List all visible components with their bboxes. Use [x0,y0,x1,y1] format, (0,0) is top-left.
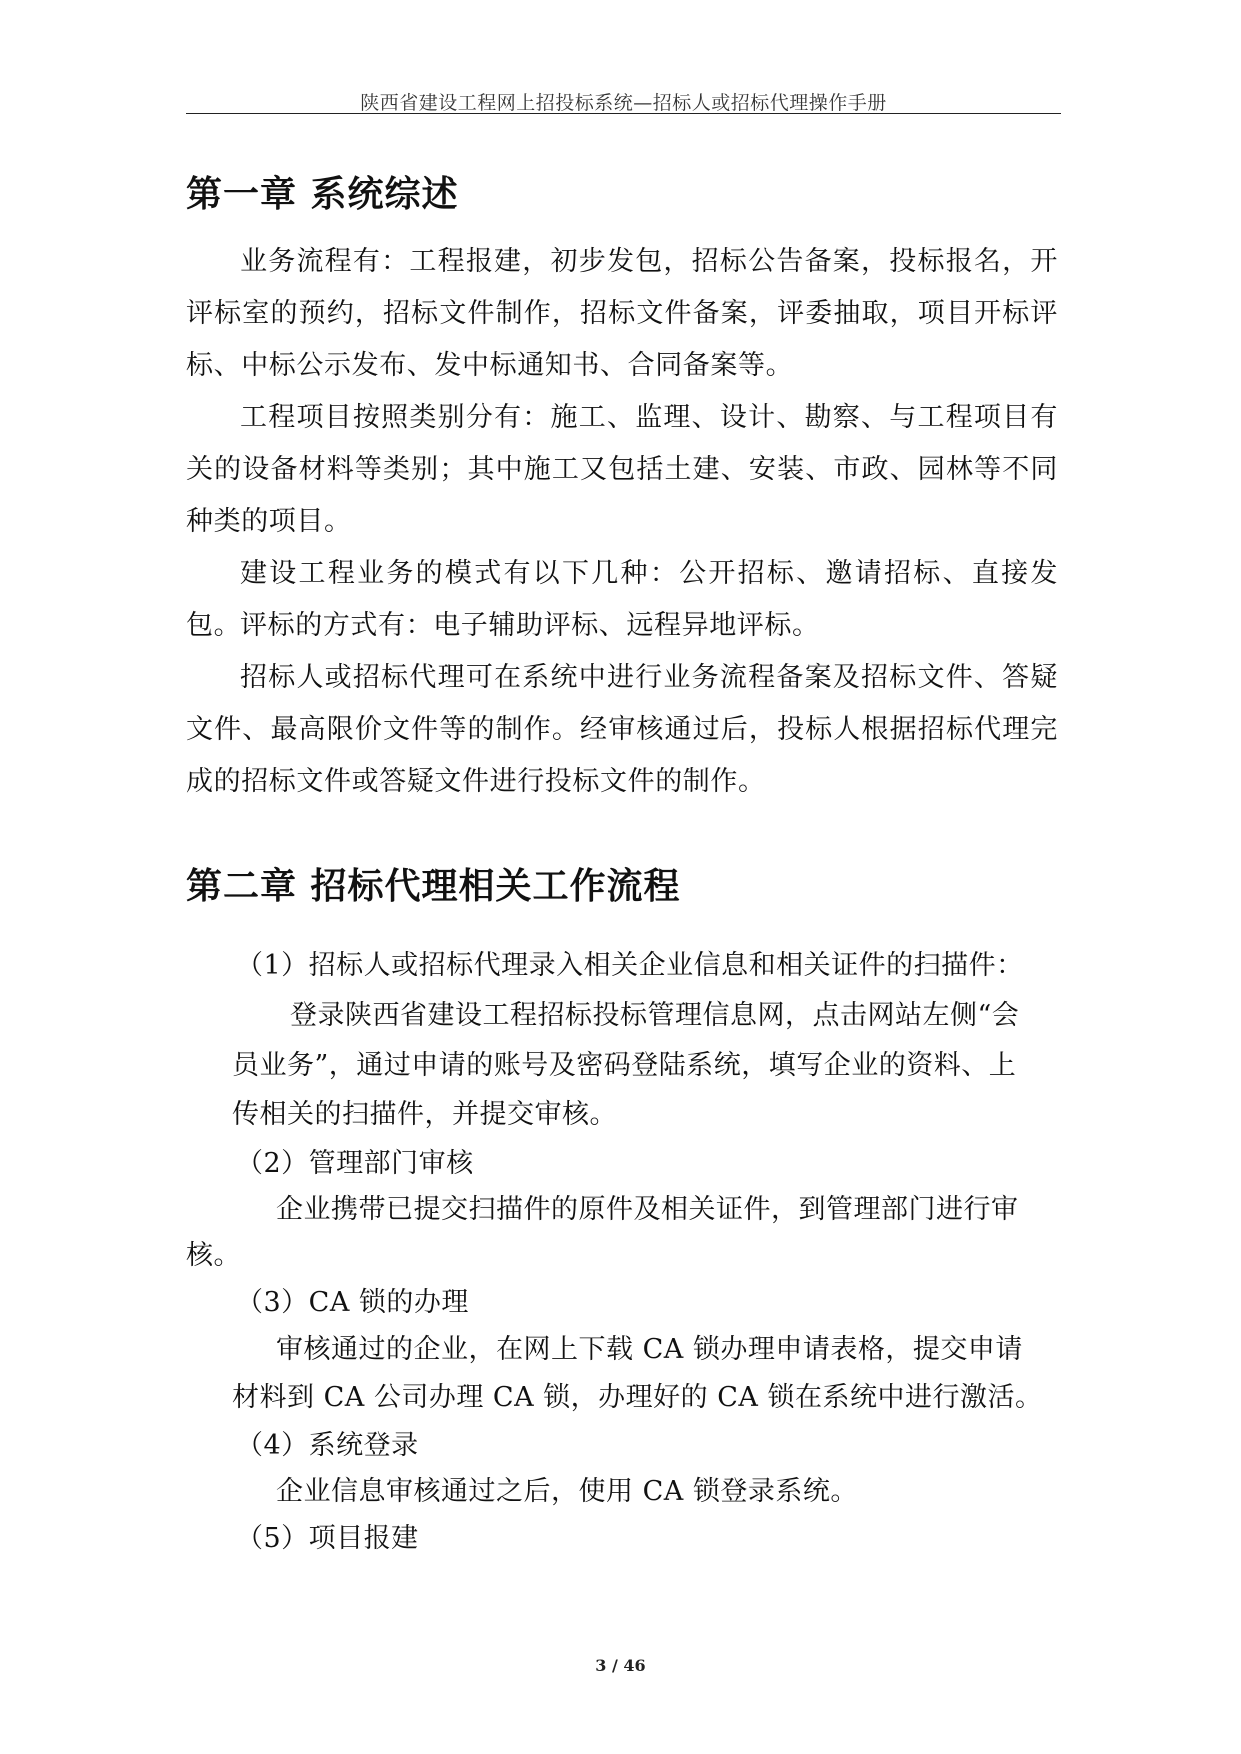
step-3-text-line-2: 材料到 CA 公司办理 CA 锁，办理好的 CA 锁在系统中进行激活。 [232,1382,1043,1413]
step-2-text-line-2: 核。 [186,1240,241,1271]
paragraph-business-flow: 业务流程有：工程报建，初步发包，招标公告备案，投标报名，开评标室的预约，招标文件制作，招标文件备案，评委抽取，项目开标评标、中标公示发布、发中标通知书、合同备案等。 [186,246,1058,381]
step-4-heading: （4）系统登录 [236,1430,419,1461]
chapter-1-title: 第一章 系统综述 [186,174,459,215]
header-divider [186,113,1061,114]
step-1-text-line-1: 登录陕西省建设工程招标投标管理信息网，点击网站左侧“会 [290,1000,1020,1031]
paragraph-evaluation-methods: 评标的方式有：电子辅助评标、远程异地评标。 [240,610,820,641]
step-2-heading: （2）管理部门审核 [236,1148,474,1179]
step-1-text-line-2: 员业务”，通过申请的账号及密码登陆系统，填写企业的资料、上 [232,1050,1017,1081]
page-header: 陕西省建设工程网上招投标系统—招标人或招标代理操作手册 [360,92,887,114]
step-1-text-line-3: 传相关的扫描件，并提交审核。 [232,1099,617,1130]
paragraph-business-modes: 建设工程业务的模式有以下几种：公开招标、邀请招标、直接发包。 [186,558,1058,641]
chapter-2-title: 第二章 招标代理相关工作流程 [186,866,681,907]
step-2-text-line-1: 企业携带已提交扫描件的原件及相关证件，到管理部门进行审 [276,1194,1019,1225]
step-5-heading: （5）项目报建 [236,1523,419,1554]
step-4-text-line-1: 企业信息审核通过之后，使用 CA 锁登录系统。 [276,1476,858,1507]
step-3-heading: （3）CA 锁的办理 [236,1287,469,1318]
step-3-text-line-1: 审核通过的企业，在网上下载 CA 锁办理申请表格，提交申请 [276,1334,1023,1365]
paragraph-project-categories: 工程项目按照类别分有：施工、监理、设计、勘察、与工程项目有关的设备材料等类别；其中施工又包括土建、安装、市政、园林等不同种类的项目。 [186,402,1058,537]
page-number: 3 / 46 [595,1656,646,1675]
step-1-heading: （1）招标人或招标代理录入相关企业信息和相关证件的扫描件： [236,950,1024,981]
paragraph-agent-operations: 招标人或招标代理可在系统中进行业务流程备案及招标文件、答疑文件、最高限价文件等的制作。经审核通过后，投标人根据招标代理完成的招标文件或答疑文件进行投标文件的制作。 [186,662,1058,797]
